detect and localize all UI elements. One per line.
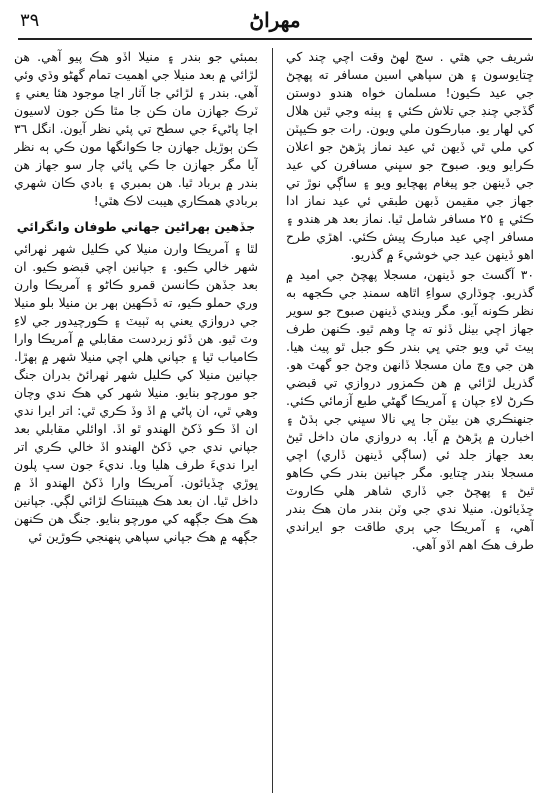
paragraph: شريف جي هٿي . سج لهڻ وقت اچي چند کي ڇتايوسون ۽ هن سپاهي اسين مسافر ته پهچڻ جي عيد ڪيون! مسلمان خواه هندو دوستن گڏجي چنڊ جي تلاش ڪئي ۽ ٻيٺه وجي ٿين هلال کي لهار يو. مبارڪون ملي ويون. رات جو ڪيپٽن کي ملي ٿي ڏيهن ئي عيد نماز پڙهڻ جو اعلان ڪرايو ويو. صبوح جو سڀني مسافرن کي عيد جي ڏينهن جو پيغام پهچايو ويو ۽ ساڳي نوڙ تي جهاز جي مقيمن ڏبهن طبقي ئي عيد نماز ادا ڪئي ۽ ٢٥ مسافر شامل ٿيا. نماز بعد هر هندو ۽ مسافر اچي عيد مبارڪ پيش ڪئي. اهڙي طرح اهو ڏينهن عيد جي خوشيءَ ۾ گذريو. — [286, 49, 534, 262]
paragraph: لٿا ۽ آمريڪا وارن منيلا کي ڪليل شهر ٺهرائي شهر خالي ڪيو. ۽ جپانين اچي قبضو ڪيو. ان بعد جڏهن ڪانسن قمرو ڪاڻو ۽ آمريڪا وارن وري حملو ڪيو، ته ڏڪهين ٻهر بن منيلا بلو منيلا جي دروازي يعني ٻه ٽٻيٽ ۽ ڪورچيدور جي لاءِ وٽ ٿيو. هن ڏئو زبردست مقابلي ۾ آمريڪا وارا ڪامياب ٿيا ۽ جپاني هلي اچي منيلا شهر ۾ ٻهڙا. جپانين منيلا کي ڪليل شهر ٺهرائڻ بدران جنگ جو مورچو بنايو. منيلا شهر کي هڪ ندي وچان وهي ٿي، ان پاڻي ۾ اڏ وڏ ڪري ٿي: اتر ايرا ندي ان اڏ ڪو ڏکڻ الهندو ٿو اڏ. اوائلي مقابلي بعد جپاني ندي جي ڏکڻ الهندو اڏ خالي ڪري اتر ايرا نديءَ طرف هليا ويا. نديءَ جون سڀ پلون ڀوڙي ڇڏيائون. آمريڪا وارا ڏکڻ الهندو اڏ ۾ داخل ٿيا. ان بعد هڪ هيبتناڪ لڙائي لڳي. جپانين هڪ هڪ جڳهه کي مورچو بنايو. جنگ هن ڪنهن جڳهه ۾ هڪ جپاني سپاهي پنهنجي ڪوڙين ئي — [14, 241, 258, 544]
section-heading: جڏهين ٻهراڻين جهاني طوفان وانگرائي — [16, 219, 256, 234]
paragraph: ٣٠ آگسٽ جو ڏينهن، مسجلا پهچڻ جي اميد ۾ گذريو. چوڌاري سواءِ اٿاهه سمنڊ جي ڪجهه به نظر ڪونه آيو. مگر ويندي ڏينهن صبوح جو سوير جهاز اچي بيٺل ڏٺو ته ڇا وهم ٿيو. ڪنهن طرف ٻيٽ ٿي ويو جتي ڀي بندر ڪو جبل ٿو پيٺ هيا. هن جي وچ مان مسجلا ڏانهن وڃڻ جو گهٽ هو. گذريل لڙائي ۾ هن ڪمزور دروازي تي قبضي ڪرڻ لاءِ جپان ۽ آمريڪا گهڻي طبع آزمائي ڪئي. جنهنڪري هن بيٽن جا ڀي نالا سڀني جي ٻڌڻ ۽ اخبارن ۾ پڙهڻ ۾ آيا. ٻه دروازي مان داخل ٿيڻ بعد جهاز جلد ئي (ساڳي ڏينهن ڏاري) اچي مسجلا بندر ڇتايو. مگر جپانين بندر ڪي ڪاهو ٿيڻ ۽ پهچڻ جي ڏاري شاهر هلي ڪاروٽ ڇڏيائون. منيلا ندي جي وٽن بندر مان هڪ بندر آهي، ۽ آمريڪا جي ٻري طاقت جو ايراندي طرف هڪ اهم اڏو آهي. — [286, 267, 534, 552]
left-column — [14, 48, 258, 793]
paragraph: بمبئي جو بندر ۽ منيلا اڏو هڪ پيو آهي. هن لڙائي ۾ بعد منيلا جي اهميت تمام گهڻو وڌي وئي آهي. بندر ۽ لڙائي جا آثار اڃا موجود هئا يعني ۽ ٽرڪ جهازن مان ڪن جا مٿا ڪن جون لاسيون اڃا پاڻيءَ جي سطح تي پئي نظر آيون. انگل ٣٦ ڪن ٻوڙيل جهازن جا ڪوانگها مون ڪي ٻه نظر آيا مگر جهازن جا ڪي ڀائي چار سو جهاز هن بندر ۾ برباد ٿيا. هن بمبري ۽ بادي ڪان شهري بربادي همڪاري هيبت لاڪ هٿي! — [14, 49, 258, 208]
column-divider — [272, 48, 273, 793]
running-title: مهراڻ — [249, 8, 301, 32]
right-column — [286, 48, 534, 793]
header-rule — [18, 38, 532, 40]
page-number: ٣٩ — [20, 10, 40, 31]
page-header — [0, 0, 550, 40]
